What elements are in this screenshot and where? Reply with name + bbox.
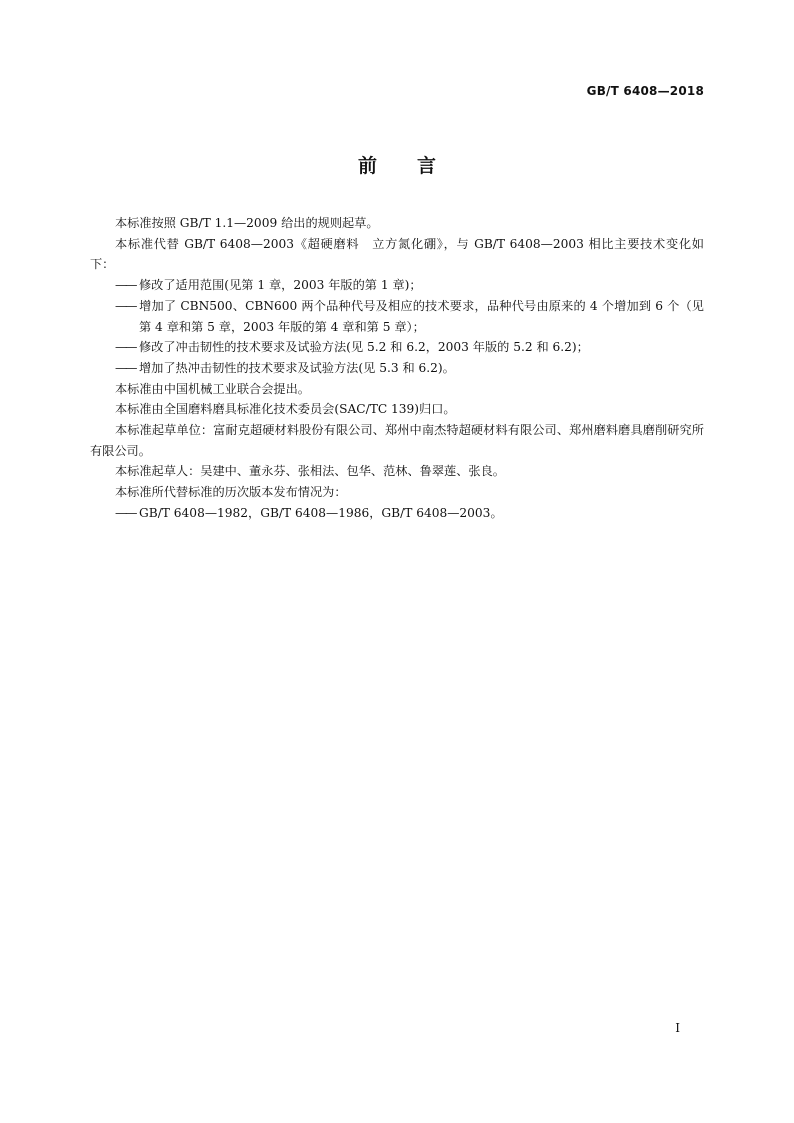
history-item [90,503,704,524]
paragraph-history: 本标准所代替标准的历次版本发布情况为： [115,485,347,500]
change-item-4 [90,358,704,379]
change-item-text: 修改了冲击韧性的技术要求及试验方法(见 5.2 和 6.2，2003 年版的 5.2 和 6.2)； [139,340,589,355]
paragraph-replacement: 本标准代替 GB/T 6408—2003《超硬磨料 立方氮化硼》，与 GB/T 6408—2003 相比主要技术变化如下： [90,236,704,272]
dash-mark: —— [115,360,136,375]
change-item-text: 增加了热冲击韧性的技术要求及试验方法(见 5.3 和 6.2)。 [139,360,455,375]
change-item-2 [90,296,704,337]
paragraph-proposer: 本标准由中国机械工业联合会提出。 [115,381,310,396]
page-number: I [675,1021,680,1035]
dash-mark: —— [115,278,136,293]
title-char-2: 言 [417,155,437,177]
paragraph-drafting-rules: 本标准按照 GB/T 1.1—2009 给出的规则起草。 [115,216,379,230]
change-item-text: 增加了 CBN500、CBN600 两个品种代号及相应的技术要求，品种代号由原来的 4 个增加到 6 个（见第 4 章和第 5 章，2003 年版的第 4 章和第 5 章）； [139,298,704,334]
history-item-text: GB/T 6408—1982，GB/T 6408—1986，GB/T 6408—2003。 [139,505,503,520]
title-char-1: 前 [357,155,377,177]
paragraph-responsible-committee: 本标准由全国磨料磨具标准化技术委员会(SAC/TC 139)归口。 [115,402,456,417]
paragraph-drafters: 本标准起草人：吴建中、董永芬、张相法、包华、范林、鲁翠莲、张良。 [115,464,505,479]
page-title [0,151,794,178]
change-item-1 [90,275,704,296]
change-item-text: 修改了适用范围(见第 1 章，2003 年版的第 1 章)； [139,278,422,293]
dash-mark: —— [115,298,136,313]
paragraph-drafting-units: 本标准起草单位：富耐克超硬材料股份有限公司、郑州中南杰特超硬材料有限公司、郑州磨料磨具磨削研究所有限公司。 [90,423,704,458]
change-item-3 [90,337,704,358]
dash-mark: —— [115,505,136,520]
standard-code: GB/T 6408—2018 [586,84,704,98]
dash-mark: —— [115,340,136,355]
foreword-body [90,213,704,524]
